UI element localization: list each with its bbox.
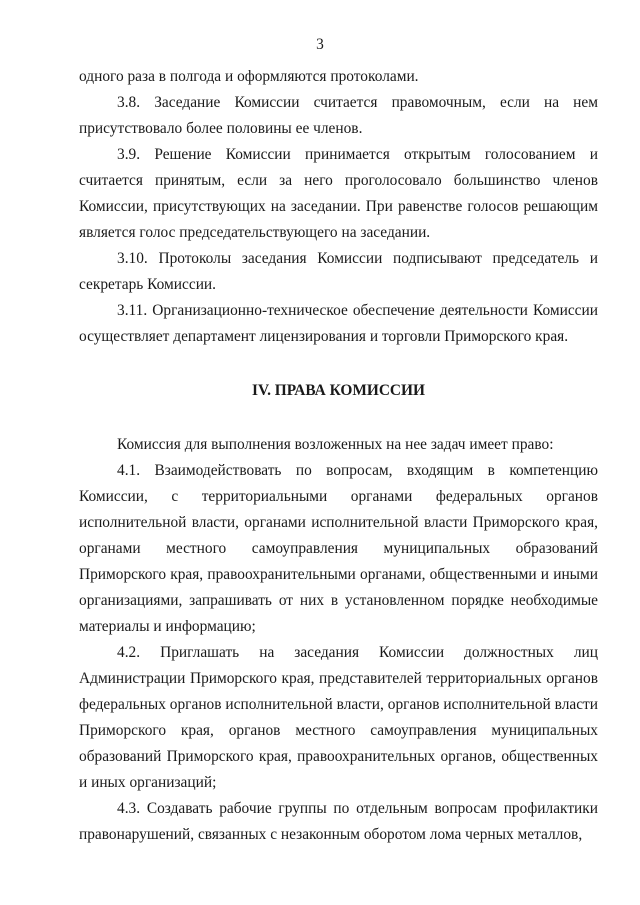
paragraph-3-11: 3.11. Организационно-техническое обеспечение деятельности Комиссии осуществляет департамент лицензирования и торговли Приморского края. [79, 302, 598, 345]
paragraph-intro: Комиссия для выполнения возложенных на нее задач имеет право: [117, 436, 554, 453]
paragraph-3-9: 3.9. Решение Комиссии принимается открытым голосованием и считается принятым, если за него проголосовало большинство членов Комиссии, присутствующих на заседании. При равенстве голосов решающим является голос председательствующего на заседании. [79, 146, 598, 241]
section-heading: IV. ПРАВА КОМИССИИ [251, 382, 425, 399]
paragraph-4-3: 4.3. Создавать рабочие группы по отдельным вопросам профилактики правонарушений, связанных с незаконным оборотом лома черных металлов, [79, 800, 598, 843]
paragraph-4-1: 4.1. Взаимодействовать по вопросам, входящим в компетенцию Комиссии, с территориальными органами федеральных органов исполнительной власти, органами исполнительной власти Приморского края, органами местного самоуправления муниципальных образований Приморского края, правоохранительными органами, общественными и иными организациями, запрашивать от них в установленном порядке необходимые материалы и информацию; [79, 462, 598, 635]
paragraph-3-8: 3.8. Заседание Комиссии считается правомочным, если на нем присутствовало более половины ее членов. [79, 94, 598, 137]
paragraph-3-10: 3.10. Протоколы заседания Комиссии подписывают председатель и секретарь Комиссии. [79, 250, 598, 293]
paragraph-continuation: одного раза в полгода и оформляются протоколами. [79, 68, 419, 85]
page-number: 3 [316, 36, 324, 53]
document-body [79, 64, 598, 848]
paragraph-4-2: 4.2. Приглашать на заседания Комиссии должностных лиц Администрации Приморского края, представителей территориальных органов федеральных органов исполнительной власти, органов исполнительной власти Приморского края, органов местного самоуправления муниципальных образований Приморского края, правоохранительных органов, общественных и иных организаций; [79, 644, 598, 791]
